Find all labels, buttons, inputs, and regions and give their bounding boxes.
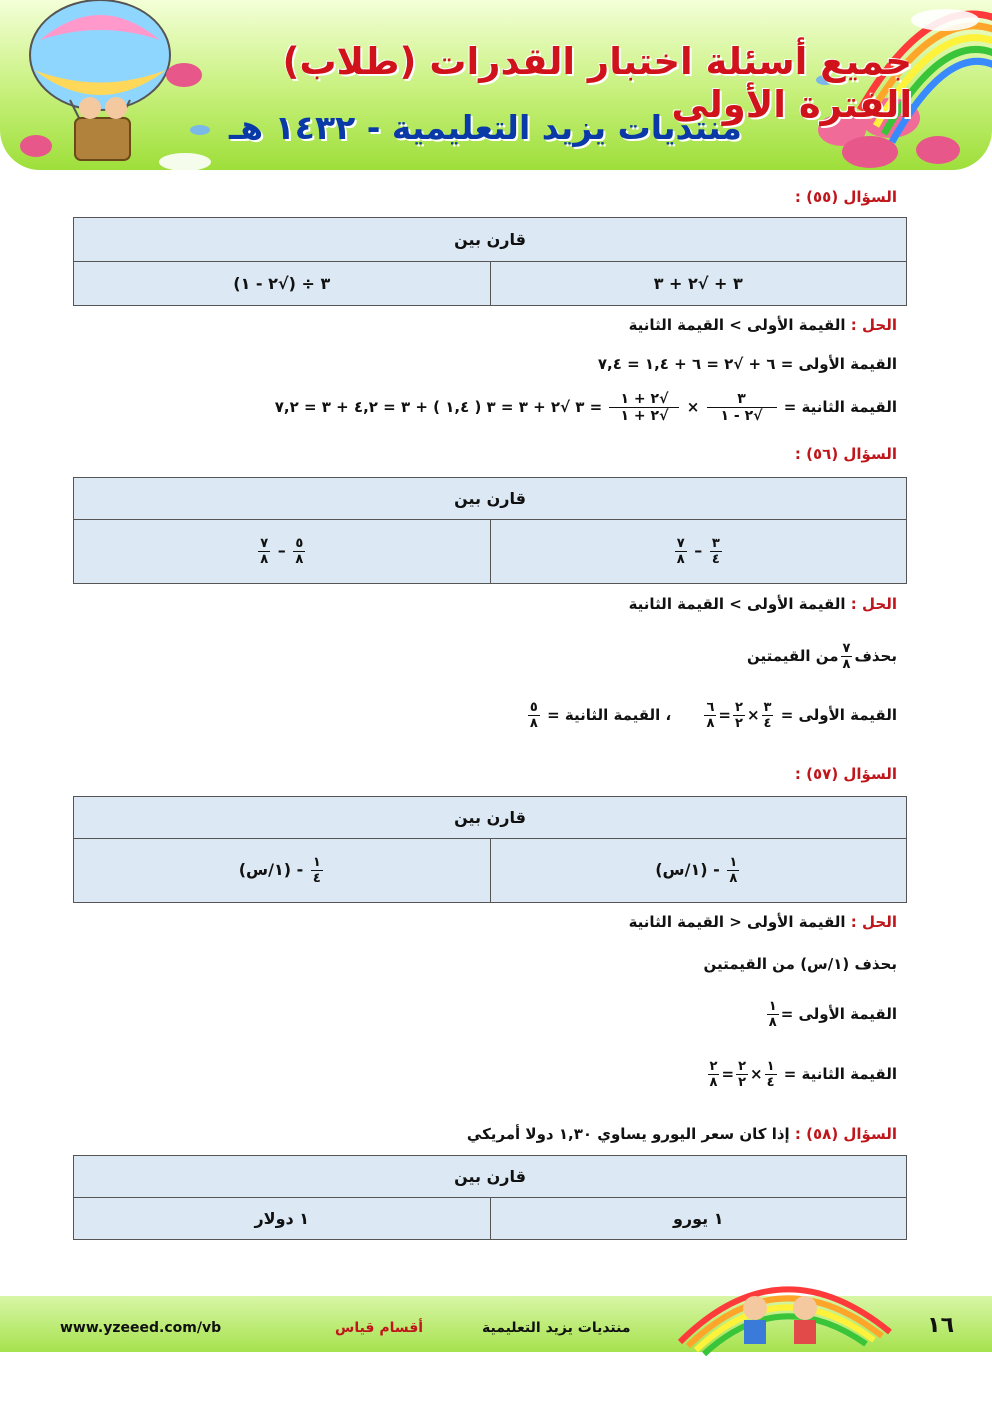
page-subtitle: منتديات يزيد التعليمية - ١٤٣٢ هـ — [229, 108, 742, 147]
fraction: $\frac{√٢ + ١}{√٢ + ١}$ — [609, 392, 679, 423]
fraction: $\frac{٢}{٢}$ — [738, 1059, 746, 1090]
fraction: $\frac{٧}{٨}$ — [842, 641, 851, 672]
fraction: $\frac{٥}{٨}$ — [529, 700, 538, 731]
fraction: $\frac{٢}{٢}$ — [735, 700, 743, 731]
left-value: ٣ ÷ (√٢ - ١) — [74, 262, 491, 306]
question-57-table — [73, 796, 907, 903]
work-line: بحذف $\frac{٧}{٨}$ من القيمتين — [747, 641, 897, 672]
compare-header: قارن بين — [74, 218, 907, 262]
footer-section: أقسام قياس — [335, 1320, 424, 1336]
right-value: ١ يورو — [490, 1198, 907, 1240]
fraction: $\frac{١}{٤}$ — [312, 855, 321, 886]
solution-label: الحل : — [850, 595, 897, 613]
fraction: $\frac{٧}{٨}$ — [676, 536, 685, 567]
fraction: $\frac{١}{٨}$ — [729, 855, 738, 886]
right-value: $\frac{٣}{٤}$ – $\frac{٧}{٨}$ — [490, 520, 907, 584]
hot-air-balloon-icon — [30, 0, 170, 160]
fraction: $\frac{٣}{√٢ - ١}$ — [707, 392, 777, 423]
times-sign: × — [686, 398, 700, 416]
left-value: $\frac{١}{٤}$ - (١/س) — [74, 839, 491, 903]
fraction: $\frac{١}{٤}$ — [766, 1059, 775, 1090]
question-55-table — [73, 217, 907, 306]
work-line — [275, 392, 897, 423]
question-56-table — [73, 477, 907, 584]
fraction: $\frac{٦}{٨}$ — [706, 700, 715, 731]
work-line: القيمة الأولى = $\frac{٣}{٤}$ × $\frac{٢}{٢}$ = $\frac{٦}{٨}$ ، القيمة الثانية = $\frac{٥}{٨}$ — [529, 700, 897, 731]
solution-answer: القيمة الأولى < القيمة الثانية — [628, 913, 846, 931]
compare-header: قارن بين — [74, 797, 907, 839]
question-57-heading: السؤال (٥٧) : — [794, 765, 897, 783]
compare-header: قارن بين — [74, 478, 907, 520]
solution-line — [629, 913, 897, 931]
solution-label: الحل : — [850, 316, 897, 334]
solution-line — [629, 595, 897, 613]
question-58-heading: السؤال (٥٨) : إذا كان سعر اليورو يساوي ١,٣٠ دولا أمريكي — [466, 1125, 897, 1143]
fraction: $\frac{٧}{٨}$ — [260, 536, 269, 567]
fraction: $\frac{٢}{٨}$ — [709, 1059, 718, 1090]
question-58-table — [73, 1155, 907, 1240]
work-line: بحذف (١/س) من القيمتين — [703, 955, 897, 973]
fraction: $\frac{١}{٨}$ — [768, 999, 777, 1030]
work-line: القيمة الأولى = $\frac{١}{٨}$ — [768, 999, 897, 1030]
solution-answer: القيمة الأولى > القيمة الثانية — [628, 316, 846, 334]
footer-url[interactable]: www.yzeeed.com/vb — [60, 1320, 222, 1336]
solution-answer: القيمة الأولى > القيمة الثانية — [628, 595, 846, 613]
fraction: $\frac{٣}{٤}$ — [763, 700, 772, 731]
page-number: ١٦ — [927, 1313, 954, 1338]
page-title: جميع أسئلة اختبار القدرات (طلاب) الفترة الأولى — [282, 40, 912, 126]
fraction: $\frac{٣}{٤}$ — [711, 536, 720, 567]
question-55-heading: السؤال (٥٥) : — [794, 188, 897, 206]
page-header — [0, 0, 992, 175]
left-value: $\frac{٥}{٨}$ – $\frac{٧}{٨}$ — [74, 520, 491, 584]
right-value: $\frac{١}{٨}$ - (١/س) — [490, 839, 907, 903]
footer-forum: منتديات يزيد التعليمية — [482, 1320, 631, 1336]
left-value: ١ دولار — [74, 1198, 491, 1240]
work-text: القيمة الثانية = — [783, 398, 897, 416]
compare-header: قارن بين — [74, 1156, 907, 1198]
work-line: القيمة الثانية = $\frac{١}{٤}$ × $\frac{٢}{٢}$ = $\frac{٢}{٨}$ — [709, 1059, 897, 1090]
solution-line — [629, 316, 897, 334]
right-value: ٣ + √٢ + ٣ — [490, 262, 907, 306]
solution-label: الحل : — [850, 913, 897, 931]
work-text: = ٣ √٢ + ٣ = ٣ ( ١,٤ ) + ٣ = ٤,٢ + ٣ = ٧,٢ — [274, 398, 603, 416]
fraction: $\frac{٥}{٨}$ — [295, 536, 304, 567]
kids-rainbow-icon — [660, 1262, 900, 1362]
question-56-heading: السؤال (٥٦) : — [794, 445, 897, 463]
work-line: القيمة الأولى = ٦ + √٢ = ٦ + ١,٤ = ٧,٤ — [597, 355, 897, 373]
